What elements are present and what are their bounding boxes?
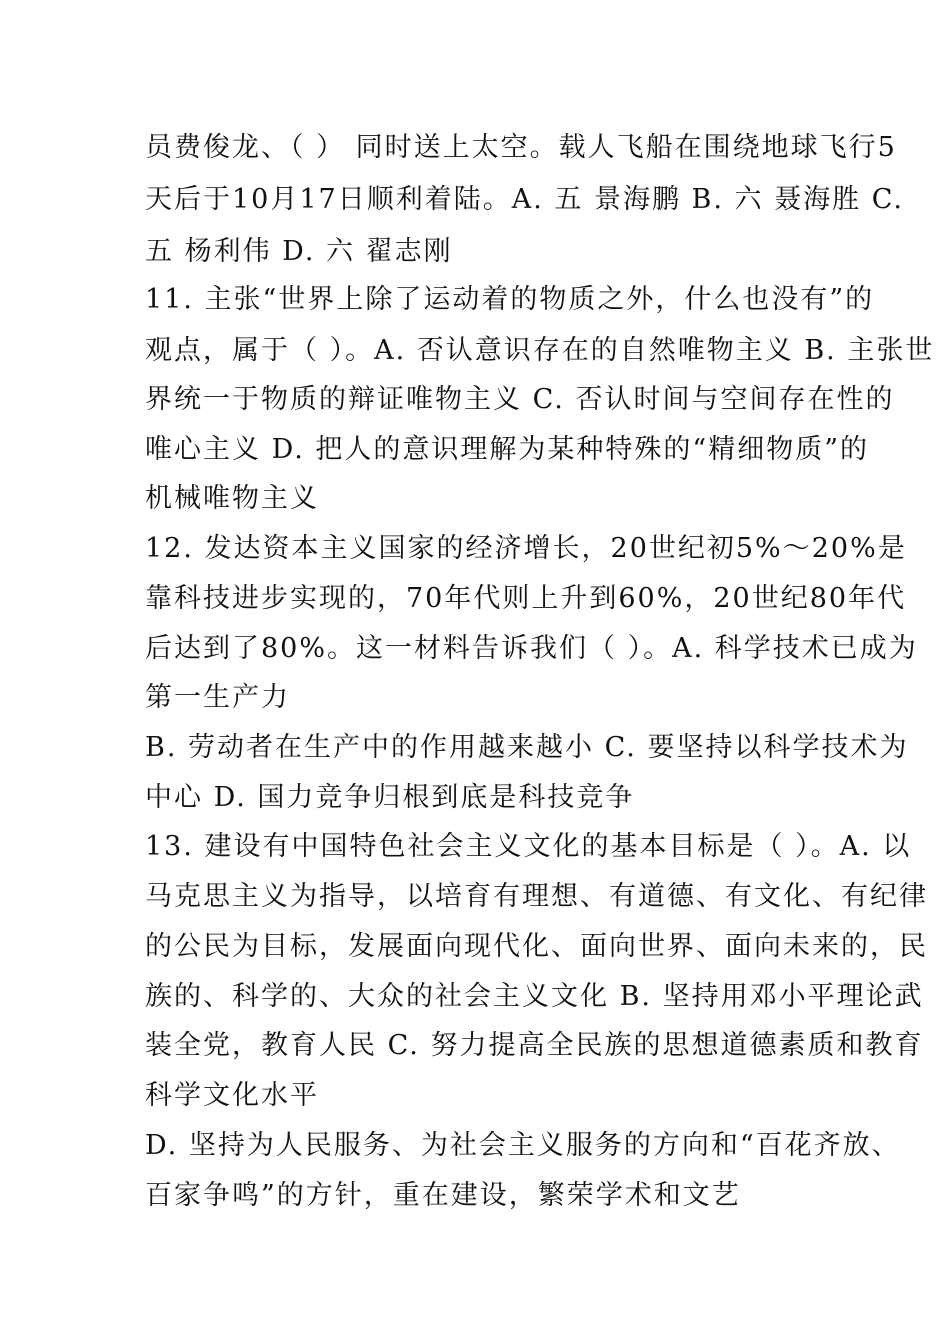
text-line: B. 劳动者在生产中的作用越来越小 C. 要坚持以科学技术为 bbox=[145, 732, 909, 763]
text-line: 的公民为目标，发展面向现代化、面向世界、面向未来的，民 bbox=[145, 931, 928, 962]
text-line: 科学文化水平 bbox=[145, 1080, 319, 1111]
text-line: 靠科技进步实现的，70年代则上升到60%，20世纪80年代 bbox=[145, 583, 907, 614]
text-line: 界统一于物质的辩证唯物主义 C. 否认时间与空间存在性的 bbox=[145, 384, 895, 415]
text-line: 观点，属于（ ）。A. 否认意识存在的自然唯物主义 B. 主张世 bbox=[145, 335, 935, 366]
question-11-line: 11. 主张“世界上除了运动着的物质之外，什么也没有”的 bbox=[145, 284, 875, 315]
text-line: 马克思主义为指导，以培育有理想、有道德、有文化、有纪律 bbox=[145, 881, 928, 912]
text-line: 族的、科学的、大众的社会主义文化 B. 坚持用邓小平理论武 bbox=[145, 981, 924, 1012]
text-line: 员费俊龙、（ ） 同时送上太空。载人飞船在围绕地球飞行5 bbox=[145, 132, 897, 163]
text-line: 第一生产力 bbox=[145, 682, 290, 713]
text-line: 后达到了80%。这一材料告诉我们（ ）。A. 科学技术已成为 bbox=[145, 633, 918, 664]
text-line: D. 坚持为人民服务、为社会主义服务的方向和“百花齐放、 bbox=[145, 1130, 901, 1161]
text-line: 天后于10月17日顺利着陆。A. 五 景海鹏 B. 六 聂海胜 C. bbox=[145, 184, 904, 215]
text-line: 五 杨利伟 D. 六 翟志刚 bbox=[145, 236, 453, 267]
question-13-line: 13. 建设有中国特色社会主义文化的基本目标是（ ）。A. 以 bbox=[145, 831, 912, 862]
question-12-line: 12. 发达资本主义国家的经济增长，20世纪初5%～20%是 bbox=[145, 533, 907, 564]
text-line: 机械唯物主义 bbox=[145, 483, 319, 514]
text-line: 百家争鸣”的方针，重在建设，繁荣学术和文艺 bbox=[145, 1180, 741, 1211]
text-line: 装全党，教育人民 C. 努力提高全民族的思想道德素质和教育 bbox=[145, 1030, 924, 1061]
text-line: 中心 D. 国力竞争归根到底是科技竞争 bbox=[145, 782, 635, 813]
text-line: 唯心主义 D. 把人的意识理解为某种特殊的“精细物质”的 bbox=[145, 434, 870, 465]
